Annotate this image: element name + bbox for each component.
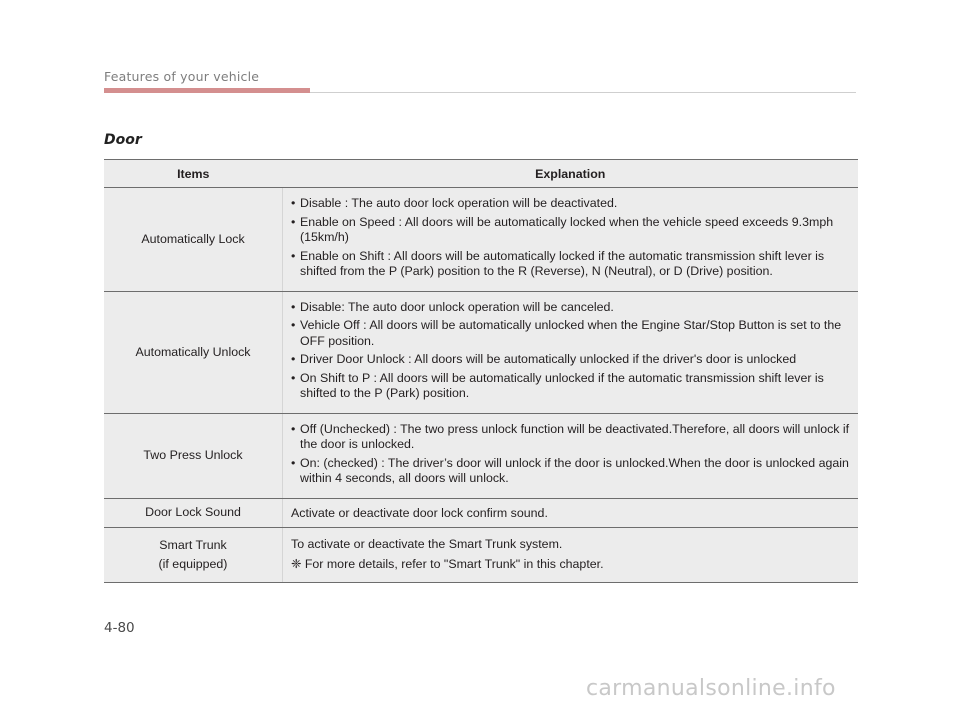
explanation-text: Activate or deactivate door lock confirm sound. — [291, 505, 548, 520]
bullet-text: Enable on Speed : All doors will be automatically locked when the vehicle speed exceeds 9.3mph (15km/h) — [300, 214, 834, 244]
table-row — [104, 291, 858, 413]
header-title: Features of your vehicle — [104, 69, 260, 84]
explanation-cell — [283, 413, 859, 498]
item-label: Automatically Lock — [141, 231, 245, 246]
bullet-item — [287, 318, 854, 349]
page-number: 4-80 — [104, 620, 135, 636]
table-row — [104, 498, 858, 527]
bullet-item — [287, 196, 854, 212]
bullet-item — [287, 352, 854, 368]
header-items: Items — [104, 160, 283, 188]
table-row — [104, 188, 858, 292]
explanation-cell — [283, 498, 859, 527]
bullet-text: Off (Unchecked) : The two press unlock function will be deactivated.Therefore, all doors will unlock if the door is unlocked. — [300, 421, 850, 451]
bullet-item — [287, 215, 854, 246]
bullet-text: Vehicle Off : All doors will be automatically unlocked when the Engine Star/Stop Button is set to the OFF position. — [300, 318, 842, 348]
bullet-item — [287, 422, 854, 453]
bullet-text: On: (checked) : The driver’s door will unlock if the door is unlocked.When the door is unlocked again within 4 seconds, all doors will unlock. — [300, 455, 849, 485]
door-settings-table — [104, 159, 858, 583]
explanation-cell — [283, 291, 859, 413]
header-accent-rule — [104, 88, 310, 93]
bullet-item — [287, 300, 854, 316]
item-cell — [104, 413, 283, 498]
bullet-text: Enable on Shift : All doors will be automatically locked if the automatic transmission shift lever is shifted from the P (Park) position to the R (Reverse), N (Neutral), or D (Drive) position. — [300, 248, 825, 278]
bullet-icon: • — [291, 214, 296, 229]
item-cell — [104, 188, 283, 292]
item-cell — [104, 498, 283, 527]
item-label: Two Press Unlock — [143, 448, 243, 462]
bullet-icon: • — [291, 421, 296, 436]
item-label: Automatically Unlock — [135, 344, 251, 359]
bullet-icon: • — [291, 352, 296, 366]
bullet-icon: • — [291, 370, 296, 385]
bullet-icon: • — [291, 455, 296, 470]
bullet-text: Disable : The auto door lock operation will be deactivated. — [300, 196, 618, 210]
reference-note: ❈ For more details, refer to "Smart Trunk" in this chapter. — [291, 556, 604, 571]
item-cell — [104, 291, 283, 413]
bullet-item — [287, 456, 854, 487]
item-label: Door Lock Sound — [145, 505, 241, 519]
bullet-text: On Shift to P : All doors will be automatically unlocked if the automatic transmission shift lever is shifted to the P (Park) position. — [300, 370, 824, 400]
item-label: Smart Trunk — [159, 537, 227, 552]
table-row — [104, 413, 858, 498]
watermark: carmanualsonline.info — [586, 676, 836, 701]
item-sublabel: (if equipped) — [158, 556, 228, 571]
bullet-icon: • — [291, 299, 296, 314]
header-explanation: Explanation — [283, 160, 859, 188]
header-thin-rule — [310, 92, 856, 93]
bullet-icon: • — [291, 196, 296, 210]
section-title: Door — [104, 132, 142, 148]
bullet-text: Driver Door Unlock : All doors will be automatically unlocked if the driver's door is unlocked — [300, 352, 797, 366]
bullet-icon: • — [291, 318, 296, 332]
table-row — [104, 527, 858, 582]
bullet-icon: • — [291, 248, 296, 263]
explanation-cell — [283, 188, 859, 292]
table-header-row — [104, 160, 858, 188]
explanation-cell — [283, 527, 859, 582]
bullet-item — [287, 249, 854, 280]
item-cell — [104, 527, 283, 582]
bullet-item — [287, 371, 854, 402]
explanation-text: To activate or deactivate the Smart Trunk system. — [291, 536, 563, 551]
bullet-text: Disable: The auto door unlock operation will be canceled. — [300, 299, 614, 314]
